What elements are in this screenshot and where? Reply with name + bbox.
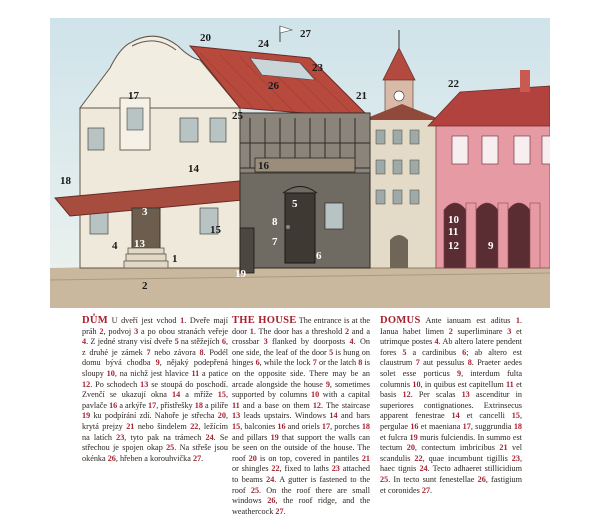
reference-number: 19 [409, 432, 418, 442]
reference-number: 23 [116, 432, 125, 442]
column-heading: THE HOUSE [232, 315, 297, 326]
body-text: na stěžejích [178, 337, 222, 347]
body-text: nebo závora [150, 347, 200, 357]
label-16: 16 [258, 160, 269, 172]
reference-number: 8 [358, 358, 363, 368]
reference-number: 10 [106, 368, 115, 378]
body-text: , the roof ridge, and the weathercock [232, 496, 370, 516]
reference-number: 20 [248, 453, 257, 463]
reference-number: 14 [451, 411, 460, 421]
label-24: 24 [258, 38, 269, 50]
reference-number: 17 [462, 421, 471, 431]
reference-number: 22 [190, 421, 199, 431]
reference-number: 5 [329, 347, 334, 357]
body-text: with a capital [319, 390, 370, 400]
reference-number: 9 [155, 358, 160, 368]
reference-number: 18 [513, 421, 523, 431]
reference-number: 5 [174, 337, 179, 347]
reference-number: 24 [419, 464, 428, 474]
reference-number: 4 [82, 337, 87, 347]
label-20: 20 [200, 32, 211, 44]
body-text: , in quibus est capitellum [420, 379, 507, 389]
reference-number: 26 [477, 474, 486, 484]
label-12: 12 [448, 240, 459, 252]
reference-number: 20 [406, 443, 415, 453]
body-text: a patice [199, 368, 228, 378]
label-2: 2 [142, 280, 148, 292]
body-text: . In tecto sunt fenestellae [388, 474, 478, 484]
body-text: leads upstairs. Windows [240, 411, 330, 421]
body-text: , z druhé je zámek [82, 337, 228, 357]
column-czech [82, 316, 228, 464]
body-text: , hřeben a korouhvička [115, 453, 193, 463]
reference-number: 12 [402, 390, 411, 400]
reference-number: 24 [205, 432, 214, 442]
label-9: 9 [488, 240, 494, 252]
label-14: 14 [188, 163, 199, 175]
body-text: . Praeter aedes solet esse porticus [380, 358, 522, 378]
column-english [232, 316, 370, 517]
reference-number: 12 [312, 400, 322, 410]
body-text: . Ianua habet limen [380, 316, 522, 336]
reference-number: 26 [107, 453, 116, 463]
body-text: , pavlače [82, 390, 228, 410]
body-text: . The door has a threshold [253, 326, 345, 336]
body-text: attached to beams [232, 464, 371, 484]
label-8: 8 [272, 216, 278, 228]
body-text: . Po schodech [90, 379, 141, 389]
reference-number: 19 [270, 432, 279, 442]
label-1: 1 [172, 253, 178, 265]
body-text: . A gutter is fastened to the roof [232, 474, 370, 495]
body-text: , nějaký podepřená sloupy [82, 358, 228, 378]
body-text: is on top, covered in pantiles [256, 453, 362, 463]
body-text: , suggrundia [470, 421, 514, 431]
reference-number: 9 [325, 379, 330, 389]
reference-number: 16 [277, 421, 286, 431]
reference-number: 12 [82, 379, 91, 389]
body-text: , contectum imbricibus [414, 443, 500, 453]
body-text: and a base on them [239, 400, 313, 410]
body-text: Ante ianuam est aditus [420, 316, 516, 325]
body-text: et fulcra [380, 432, 410, 442]
label-5: 5 [292, 198, 298, 210]
reference-number: 3 [134, 326, 139, 336]
reference-number: 15 [232, 421, 241, 431]
label-3: 3 [142, 206, 148, 218]
reference-number: 4 [349, 337, 354, 347]
reference-number: 23 [511, 453, 520, 463]
reference-number: 14 [171, 390, 181, 400]
body-text: ku podpírání zdí. Nahoře je střecha [90, 411, 218, 421]
reference-number: 2 [99, 326, 104, 336]
body-text: aut pessulus [419, 358, 468, 368]
body-text: U dveří jest vchod [107, 316, 181, 325]
reference-number: 15 [217, 390, 226, 400]
body-text: The entrance is at the door [232, 316, 370, 336]
body-text: . On one side, the leaf of the door [232, 337, 370, 357]
reference-number: 13 [232, 411, 241, 421]
body-text: and pillars [232, 432, 271, 442]
body-text: , porches [330, 421, 362, 431]
body-text: . Z jedné strany visí dveře [86, 337, 175, 347]
body-text: et cancelli [459, 411, 512, 421]
body-text: , interdum fulta columnis [380, 368, 522, 389]
body-text: , krytá prejzy [82, 411, 228, 431]
label-17: 17 [128, 90, 139, 102]
reference-number: 27 [192, 453, 202, 463]
body-text: , while the lock [259, 358, 313, 368]
body-text: . The staircase [321, 400, 370, 410]
body-text: muris fulciendis. In summo est tectum [380, 432, 522, 453]
body-text: . Per scalas [410, 390, 462, 400]
body-text: is hung on hinges [232, 347, 370, 368]
label-11: 11 [448, 226, 459, 238]
reference-number: 2 [344, 326, 350, 336]
body-text: a mříže [180, 390, 218, 400]
body-text: , pergulae [380, 411, 522, 431]
body-text: , quae incumbunt tigillis [422, 453, 512, 463]
reference-number: 25 [380, 474, 389, 484]
body-text: . Tecto adhaeret stillicidium [427, 464, 522, 474]
label-23: 23 [312, 62, 323, 74]
label-18: 18 [60, 175, 71, 187]
reference-number: 25 [166, 443, 175, 453]
reference-number: 16 [410, 421, 419, 431]
reference-number: 18 [361, 421, 371, 431]
body-text: . Dveře mají práh [82, 316, 228, 336]
reference-number: 15 [511, 411, 520, 421]
body-text: or shingles [232, 464, 272, 474]
reference-number: 21 [499, 443, 508, 453]
body-text: , fixed to laths [279, 464, 332, 474]
body-text: superliminare [452, 326, 508, 336]
reference-number: 6 [221, 337, 226, 347]
label-13: 13 [134, 238, 145, 250]
reference-number: 8 [199, 347, 204, 357]
body-text: a pilíře [202, 400, 228, 410]
column-heading: DŮM [82, 315, 108, 326]
reference-number: 17 [321, 421, 331, 431]
label-10: 10 [448, 214, 459, 226]
label-22: 22 [448, 78, 459, 90]
label-26: 26 [268, 80, 279, 92]
body-text: et basis [380, 379, 522, 400]
label-7: 7 [272, 236, 278, 248]
body-text: , podvoj [103, 326, 135, 336]
body-text: and oriels [285, 421, 322, 431]
reference-number: 11 [232, 400, 240, 410]
body-text: . Se střechou je spojen okap [82, 432, 229, 453]
reference-number: 3 [263, 337, 268, 347]
reference-number: 25 [250, 485, 260, 495]
reference-number: 22 [271, 464, 280, 474]
body-text: , haec tignis [380, 453, 522, 474]
reference-number: 19 [82, 411, 91, 421]
body-text: . [283, 506, 286, 516]
body-text: , balconies [240, 421, 278, 431]
reference-number: 4 [434, 337, 439, 347]
reference-number: 27 [421, 485, 431, 495]
body-text: . [430, 485, 433, 495]
label-21: 21 [356, 90, 367, 102]
reference-number: 18 [194, 400, 203, 410]
label-27: 27 [300, 28, 311, 40]
house-illustration [50, 18, 550, 308]
label-19: 19 [235, 268, 246, 280]
body-text: , fastigium et coronides [380, 474, 522, 495]
body-text: nebo šindelem [134, 421, 191, 431]
reference-number: 1 [249, 326, 254, 336]
reference-number: 10 [412, 379, 421, 389]
reference-number: 20 [217, 411, 226, 421]
reference-number: 6 [462, 347, 467, 357]
reference-number: 22 [414, 453, 423, 463]
column-latin [380, 316, 522, 496]
reference-number: 10 [311, 390, 320, 400]
column-heading: DOMUS [380, 315, 421, 326]
label-6: 6 [316, 250, 322, 262]
reference-number: 5 [402, 347, 407, 357]
body-text: a arkýře [117, 400, 149, 410]
body-text: . Na střeše jsou okénka [82, 443, 228, 463]
reference-number: 21 [126, 421, 135, 431]
body-text: , přístřešky [156, 400, 195, 410]
reference-number: 26 [267, 496, 276, 506]
reference-number: 1 [515, 316, 520, 325]
body-text: a cardinibus [406, 347, 463, 357]
reference-number: 11 [506, 379, 514, 389]
reference-number: 3 [507, 326, 512, 336]
label-15: 15 [210, 224, 221, 236]
body-text: . Ab altero latere pendent fores [380, 337, 522, 357]
body-text: , tyto pak na trámech [124, 432, 206, 442]
body-text: . [201, 453, 204, 463]
body-text: is on the opposite side. There may be an arcade alongside the house [232, 358, 370, 389]
reference-number: 7 [312, 358, 317, 368]
body-text: . On the roof there are small windows [232, 485, 371, 506]
body-text: and bars [337, 411, 370, 421]
reference-number: 24 [266, 474, 275, 484]
reference-number: 17 [148, 400, 157, 410]
reference-number: 13 [140, 379, 149, 389]
body-text: . Podél domu bývá chodba [82, 347, 229, 368]
reference-number: 23 [331, 464, 340, 474]
reference-number: 2 [448, 326, 453, 336]
reference-number: 8 [467, 358, 472, 368]
reference-number: 13 [461, 390, 470, 400]
body-text: or the latch [316, 358, 359, 368]
reference-number: 21 [361, 453, 371, 463]
body-text: that support the walls can be seen on the outside of the house. The roof [232, 432, 370, 463]
body-text: et utrimque postes [380, 326, 522, 347]
body-text: a po obou stranách veřeje [138, 326, 228, 336]
reference-number: 9 [456, 368, 462, 378]
reference-number: 27 [275, 506, 284, 516]
house-drawing [50, 18, 550, 308]
body-text: et maeniana [418, 421, 463, 431]
reference-number: 14 [329, 411, 338, 421]
reference-number: 16 [109, 400, 118, 410]
body-text: ; ab altero est claustrum [380, 347, 522, 368]
body-text: se stoupá do poschodí. Zvenčí se ukazují okna [82, 379, 228, 400]
body-text: , na nichž jest hlavice [114, 368, 192, 378]
body-text: flanked by doorposts [267, 337, 350, 347]
body-text: vel scandulis [380, 443, 522, 463]
reference-number: 6 [255, 358, 260, 368]
label-4: 4 [112, 240, 118, 252]
body-text: and a crossbar [232, 326, 370, 347]
reference-number: 7 [415, 358, 420, 368]
reference-number: 7 [146, 347, 151, 357]
reference-number: 1 [180, 316, 185, 325]
body-text: , ležícím na latích [82, 421, 228, 442]
body-text: , sometimes supported by columns [232, 379, 370, 400]
body-text: ascenditur in superiores contignationes. Extrinsecus apparent fenestrae [380, 390, 523, 421]
label-25: 25 [232, 110, 243, 122]
reference-number: 11 [191, 368, 200, 378]
